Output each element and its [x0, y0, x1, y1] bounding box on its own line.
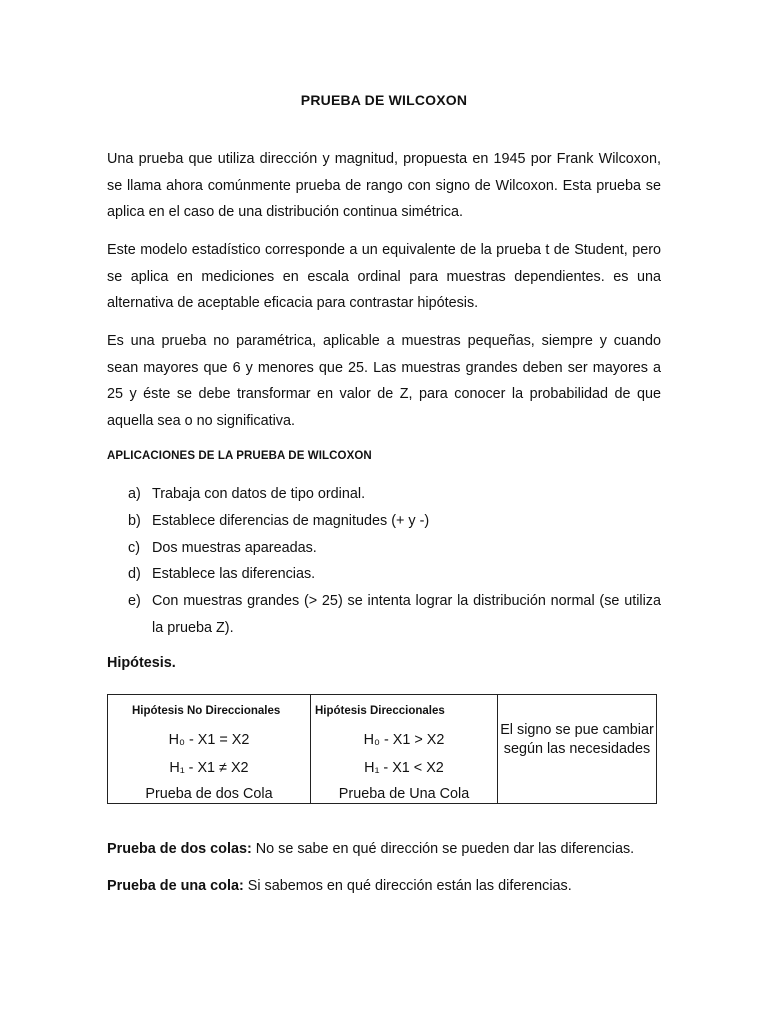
- applications-list: [128, 481, 661, 642]
- null-hypothesis: H₀ - X1 = X2: [168, 732, 250, 748]
- list-item-text: Trabaja con datos de tipo ordinal.: [152, 486, 366, 502]
- model-paragraph: Este modelo estadístico corresponde a un equivalente de la prueba t de Student, pero se aplica en mediciones en escala ordinal para muestras dependientes. es una alternativa de aceptable eficacia para contrastar hipótesis.: [107, 242, 661, 312]
- list-item-text: Dos muestras apareadas.: [152, 539, 317, 556]
- definition-text: No se sabe en qué dirección se pueden dar las diferencias.: [251, 841, 635, 857]
- non-directional-header: Hipótesis No Direccionales: [132, 705, 281, 717]
- hypothesis-table: [107, 694, 657, 804]
- list-item-text: Establece las diferencias.: [152, 566, 316, 583]
- definition-text: Si sabemos en qué dirección están las diferencias.: [243, 878, 572, 894]
- list-marker: b): [128, 512, 141, 529]
- list-marker: a): [128, 486, 141, 502]
- note-cell: [498, 695, 657, 804]
- list-item: [128, 561, 661, 588]
- list-item: [128, 588, 661, 642]
- list-marker: e): [128, 593, 141, 610]
- alt-hypothesis: H₁ - X1 ≠ X2: [169, 760, 249, 776]
- list-item: [128, 508, 661, 535]
- sign-note: El signo se pue cambiar según las necesidades: [500, 722, 654, 757]
- test-type: Prueba de Una Cola: [338, 786, 470, 802]
- list-item-text: Con muestras grandes (> 25) se intenta lograr la distribución normal (se utiliza la prueba Z).: [152, 593, 661, 636]
- alt-hypothesis: H₁ - X1 < X2: [364, 760, 444, 776]
- definition-term: Prueba de una cola:: [107, 878, 244, 894]
- list-item: [128, 535, 661, 562]
- non-directional-cell: [108, 695, 311, 804]
- two-tail-definition: [107, 841, 634, 857]
- nonparametric-paragraph: Es una prueba no paramétrica, aplicable a muestras pequeñas, siempre y cuando sean mayores que 6 y menores que 25. Las muestras grandes deben ser mayores a 25 y éste se debe transformar en valor de Z, para conocer la probabilidad de que aquella sea o no significativa.: [107, 333, 661, 429]
- list-marker: d): [128, 566, 141, 583]
- list-marker: c): [128, 539, 140, 556]
- directional-cell: [311, 695, 498, 804]
- null-hypothesis: H₀ - X1 > X2: [363, 732, 445, 748]
- intro-paragraph: Una prueba que utiliza dirección y magnitud, propuesta en 1945 por Frank Wilcoxon, se llama ahora comúnmente prueba de rango con signo de Wilcoxon. Esta prueba se aplica en el caso de una distribución continua simétrica.: [107, 151, 661, 221]
- test-type: Prueba de dos Cola: [145, 786, 273, 802]
- list-item: [128, 481, 661, 508]
- list-item-text: Establece diferencias de magnitudes (+ y -): [152, 512, 430, 529]
- directional-header: Hipótesis Direccionales: [315, 705, 445, 717]
- applications-heading: APLICACIONES DE LA PRUEBA DE WILCOXON: [107, 450, 372, 462]
- page-title: PRUEBA DE WILCOXON: [300, 92, 468, 108]
- definition-term: Prueba de dos colas:: [107, 841, 252, 857]
- one-tail-definition: [107, 878, 572, 894]
- hypothesis-heading: Hipótesis.: [107, 655, 176, 671]
